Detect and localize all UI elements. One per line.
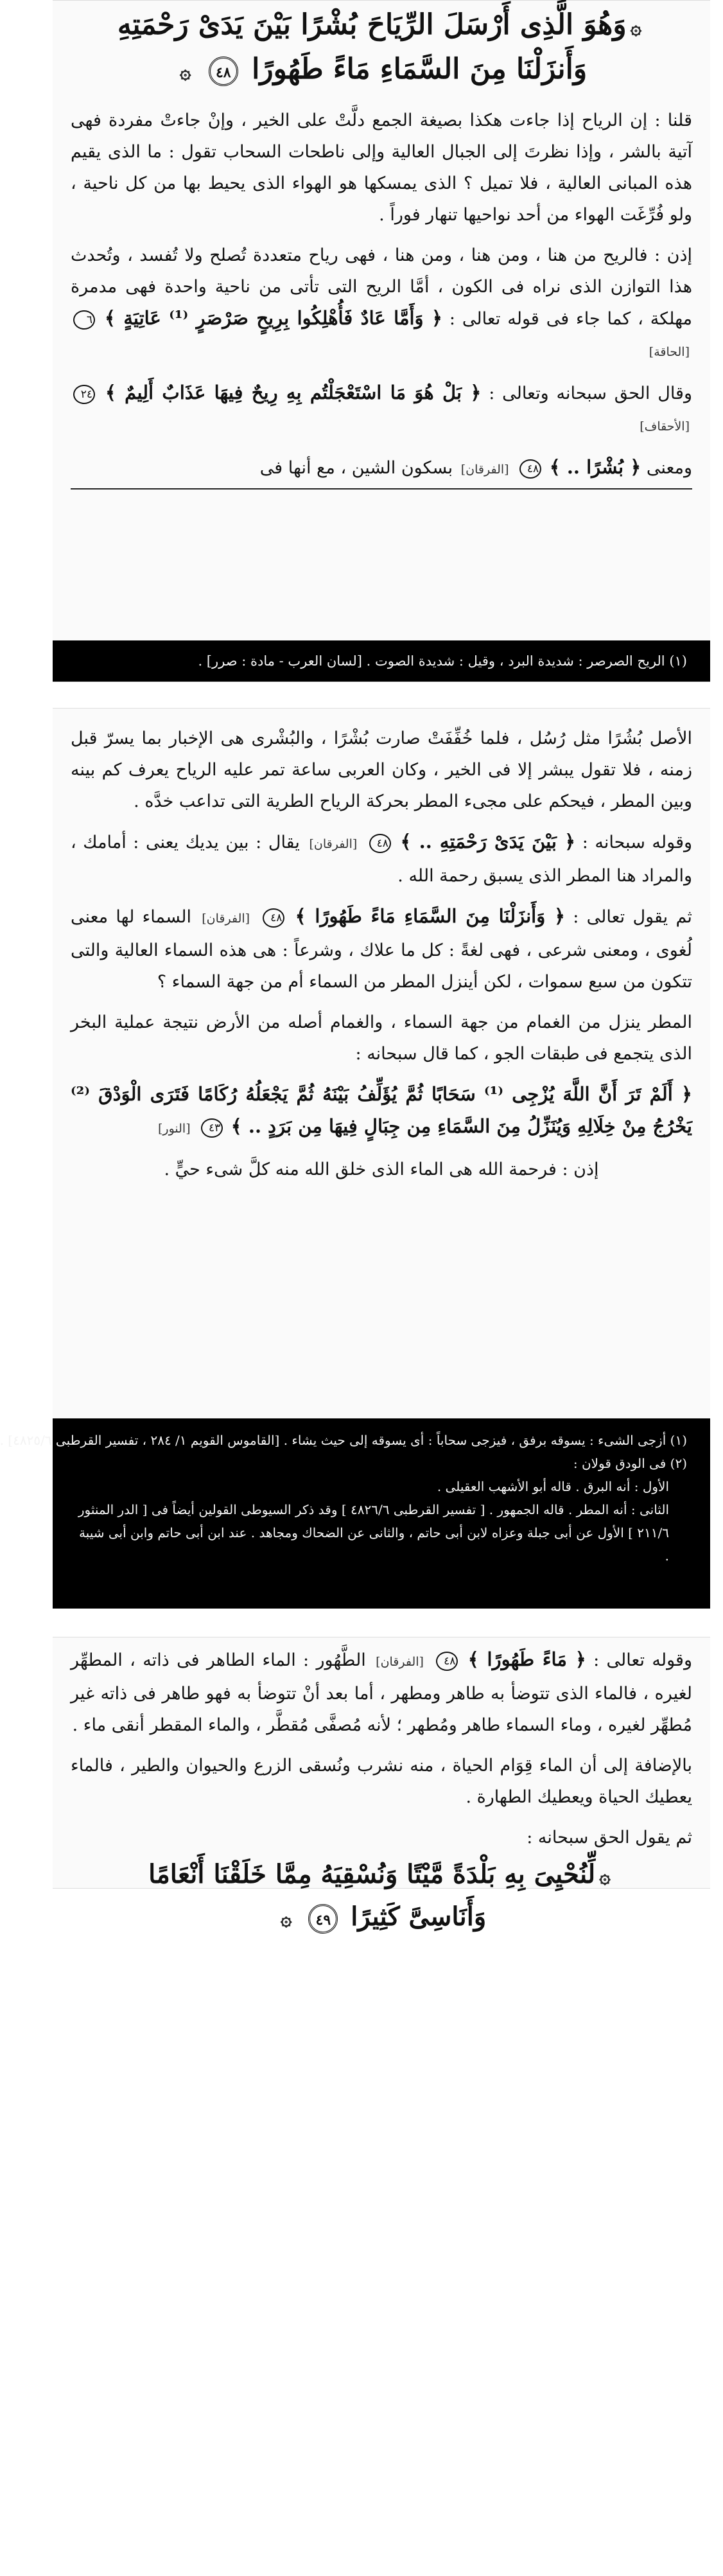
paragraph: وقال الحق سبحانه وتعالى : ﴿ بَلْ هُوَ مَا اسْتَعْجَلْتُم بِهِ رِيحٌ فِيهَا عَذَابٌ أَلِيمٌ ﴾ ٢٤ [الأحقاف] [71, 377, 692, 443]
footnotes-block [0, 1418, 710, 1609]
verse-close-ornament-icon: ۞ [179, 61, 191, 84]
verse-open-ornament-icon: ۞ [599, 1866, 611, 1888]
ayah-number-marker: ٤٨ [519, 459, 541, 479]
verse-open-ornament-icon: ۞ [630, 17, 642, 39]
ayah-number-marker: ٤٩ [308, 1904, 338, 1934]
paragraph: قلنا : إن الرياح إذا جاءت هكذا بصيغة الجمع دلَّتْ على الخير ، وإنْ جاءتْ مفردة فهى آتية بالشر ، وإذا نظرتَ إلى الجبال العالية وإلى ناطحات السحاب تقول : ما الذى يقيم هذه المبانى العالية ، فلا تميل ؟ الذى يمسكها هو الهواء الذى يحيط بها من كل ناحية ، ولو فُرِّغَت الهواء من أحد نواحيها تنهار فوراً . [71, 110, 692, 225]
quran-quote: ﴿ مَاءً طَهُورًا ﴾ [467, 1648, 586, 1670]
footnote-1: (١) أزجى الشىء : يسوقه برفق ، فيزجى سحاباً : أى يسوقه إلى حيث يشاء . [القاموس القويم ١/ ٢٨٤ ، تفسير القرطبى ٤٨٢٥/٦] . [0, 1433, 687, 1448]
paragraph: ثم يقول تعالى : ﴿ وَأَنزَلْنَا مِنَ السَّمَاءِ مَاءً طَهُورًا ﴾ ٤٨ [الفرقان] السماء لها معنى لُغوى ، ومعنى شرعى ، فهى لغةً : كل ما علاك ، وشرعاً : هى هذه السماء العالية والتى تتكون من سبع سموات ، لكن أينزل المطر من السماء أم من جهة السماء ؟ [71, 905, 692, 992]
ayah-number-marker: ٤٣ [201, 1118, 223, 1138]
paragraph [71, 1079, 692, 1145]
verse-heading-line1: ۞لِّنُحْيِىَ بِهِ بَلْدَةً مَّيْتًا وَنُسْقِيَهُ مِمَّا خَلَقْنَا أَنْعَامًا [71, 1855, 692, 1897]
quran-quote: ﴿ وَأَمَّا عَادٌ فَأُهْلِكُوا بِرِيحٍ صَرْصَرٍ ⁽¹⁾ عَاتِيَةٍ ﴾ [104, 307, 442, 329]
surah-reference: [النور] [157, 1122, 191, 1136]
verse-close-ornament-icon: ۞ [280, 1908, 292, 1930]
footnote-bar: (١) الريح الصرصر : شديدة البرد ، وقيل : شديدة الصوت . [لسان العرب - مادة : صرر] . [53, 640, 710, 682]
page-3 [53, 1637, 710, 1932]
verse-heading-line2: وَأَنَاسِىَّ كَثِيرًا ٤٩ ۞ [71, 1897, 692, 1939]
quran-quote: ﴿ بَلْ هُوَ مَا اسْتَعْجَلْتُم بِهِ رِيحٌ فِيهَا عَذَابٌ أَلِيمٌ ﴾ [105, 382, 482, 403]
footnote-divider [71, 488, 692, 490]
ayah-number-marker: ٤٨ [209, 57, 238, 86]
paragraph: وقوله سبحانه : ﴿ بَيْنَ يَدَىْ رَحْمَتِهِ .. ﴾ ٤٨ [الفرقان] يقال : بين يديك يعنى : أمامك ، والمراد هنا المطر الذى يسبق رحمة الله . [71, 831, 693, 886]
paragraph: المطر ينزل من الغمام من جهة السماء ، والغمام أصله من الأرض نتيجة عملية البخر الذى يتجمع فى طبقات الجو ، كما قال سبحانه : [71, 1012, 692, 1064]
surah-reference: [الفرقان] [202, 912, 250, 926]
verse-heading-line1: ۞وَهُوَ الَّذِى أَرْسَلَ الرِّيَاحَ بُشْرًا بَيْنَ يَدَىْ رَحْمَتِهِ [71, 4, 692, 49]
ayah-number-marker: ٤٨ [369, 834, 391, 853]
ayah-number-marker: ٢٤ [73, 385, 95, 404]
footnote-2-second-opinion: الثانى : أنه المطر . قاله الجمهور . [ تفسير القرطبى ٤٨٢٦/٦ ] وقد ذكر السيوطى القولين أيضاً فى [ الدر المنثور ٢١١/٦ ] الأول عن أبى جبلة وعزاه لابن أبى حاتم ، والثانى عن الضحاك ومجاهد . عند ابن أبى حاتم وابن أبى شيبة . [78, 1502, 669, 1564]
paragraph: بالإضافة إلى أن الماء قِوَام الحياة ، منه نشرب ونُسقى الزرع والحيوان والطير ، فالماء يعطيك الحياة ويعطيك الطهارة . [71, 1756, 692, 1807]
surah-reference: [الحاقة] [649, 345, 690, 359]
paragraph: إذن : فالريح من هنا ، ومن هنا ، ومن هنا ، فهى رياح متعددة تُصلح ولا تُفسد ، وتُحدث هذا التوازن الذى نراه فى الكون ، أمَّا الريح التى تأتى من ناحية واحدة فهى مدمرة مهلكة ، كما جاء فى قوله تعالى : ﴿ وَأَمَّا عَادٌ فَأُهْلِكُوا بِرِيحٍ صَرْصَرٍ ⁽¹⁾ عَاتِيَةٍ ﴾ ٦ [الحاقة] [71, 245, 692, 359]
verse-heading-line2: وَأَنزَلْنَا مِنَ السَّمَاءِ مَاءً طَهُورًا ٤٨ ۞ [71, 49, 692, 93]
footnote-2-first-opinion: الأول : أنه البرق . قاله أبو الأشهب العقيلى . [437, 1479, 669, 1494]
paragraph: وقوله تعالى : ﴿ مَاءً طَهُورًا ﴾ ٤٨ [الفرقان] الطَّهُور : الماء الطاهر فى ذاته ، المطهِّر لغيره ، فالماء الذى تتوضأ به طاهر ومطهر ، أما بعد أنْ تتوضأ به فهو طاهر فى ذاته غير مُطهِّر لغيره ، وماء السماء طاهر ومُطهر ؛ لأنه مُصفَّى مُقطَّر ، والماء المقطر أنقى ماء . [71, 1648, 692, 1735]
paragraph: الأصل بُشُرًا مثل رُسُل ، فلما خُفِّفَتْ صارت بُشْرًا ، والبُشْرى هى الإخبار بما يسرّ قبل زمنه ، فلا تقول يبشر إلا فى الخير ، وكان العربى ساعة تمر عليه الرياح يعرف كم بينه وبين المطر ، فيحكم على مجىء المطر بحركة الرياح الطرية التى تداعب خدَّه . [71, 728, 692, 811]
paragraph: ثم يقول الحق سبحانه : [527, 1828, 692, 1848]
ayah-number-marker: ٤٨ [436, 1652, 458, 1671]
paragraph: إذن : فرحمة الله هى الماء الذى خلق الله منه كلَّ شىء حيٍّ . [164, 1160, 599, 1179]
ayah-number-marker: ٦ [73, 310, 95, 330]
ayah-number-marker: ٤٨ [263, 908, 284, 928]
surah-reference: [الأحقاف] [640, 419, 690, 434]
page-1 [53, 0, 710, 682]
surah-reference: [الفرقان] [309, 837, 358, 851]
footnote-2: (٢) فى الودق قولان : [573, 1456, 687, 1471]
surah-reference: [الفرقان] [460, 463, 509, 477]
paragraph: ومعنى ﴿ بُشْرًا .. ﴾ ٤٨ [الفرقان] بسكون الشين ، مع أنها فى [259, 456, 692, 478]
surah-reference: [الفرقان] [376, 1655, 424, 1669]
quran-quote: ﴿ بُشْرًا .. ﴾ [549, 456, 641, 478]
quran-quote: ﴿ بَيْنَ يَدَىْ رَحْمَتِهِ .. ﴾ [400, 831, 576, 852]
quran-quote: ﴿ وَأَنزَلْنَا مِنَ السَّمَاءِ مَاءً طَهُورًا ﴾ [295, 905, 566, 927]
quran-quote: ﴿ أَلَمْ تَرَ أَنَّ اللَّهَ يُزْجِى ⁽¹⁾ سَحَابًا ثُمَّ يُؤَلِّفُ بَيْنَهُ ثُمَّ يَجْعَلُهُ رُكَامًا فَتَرَى الْوَدْقَ ⁽²⁾ يَخْرُجُ مِنْ خِلَالِهِ وَيُنَزِّلُ مِنَ السَّمَاءِ مِن جِبَالٍ فِيهَا مِن بَرَدٍ .. ﴾ [71, 1083, 692, 1137]
